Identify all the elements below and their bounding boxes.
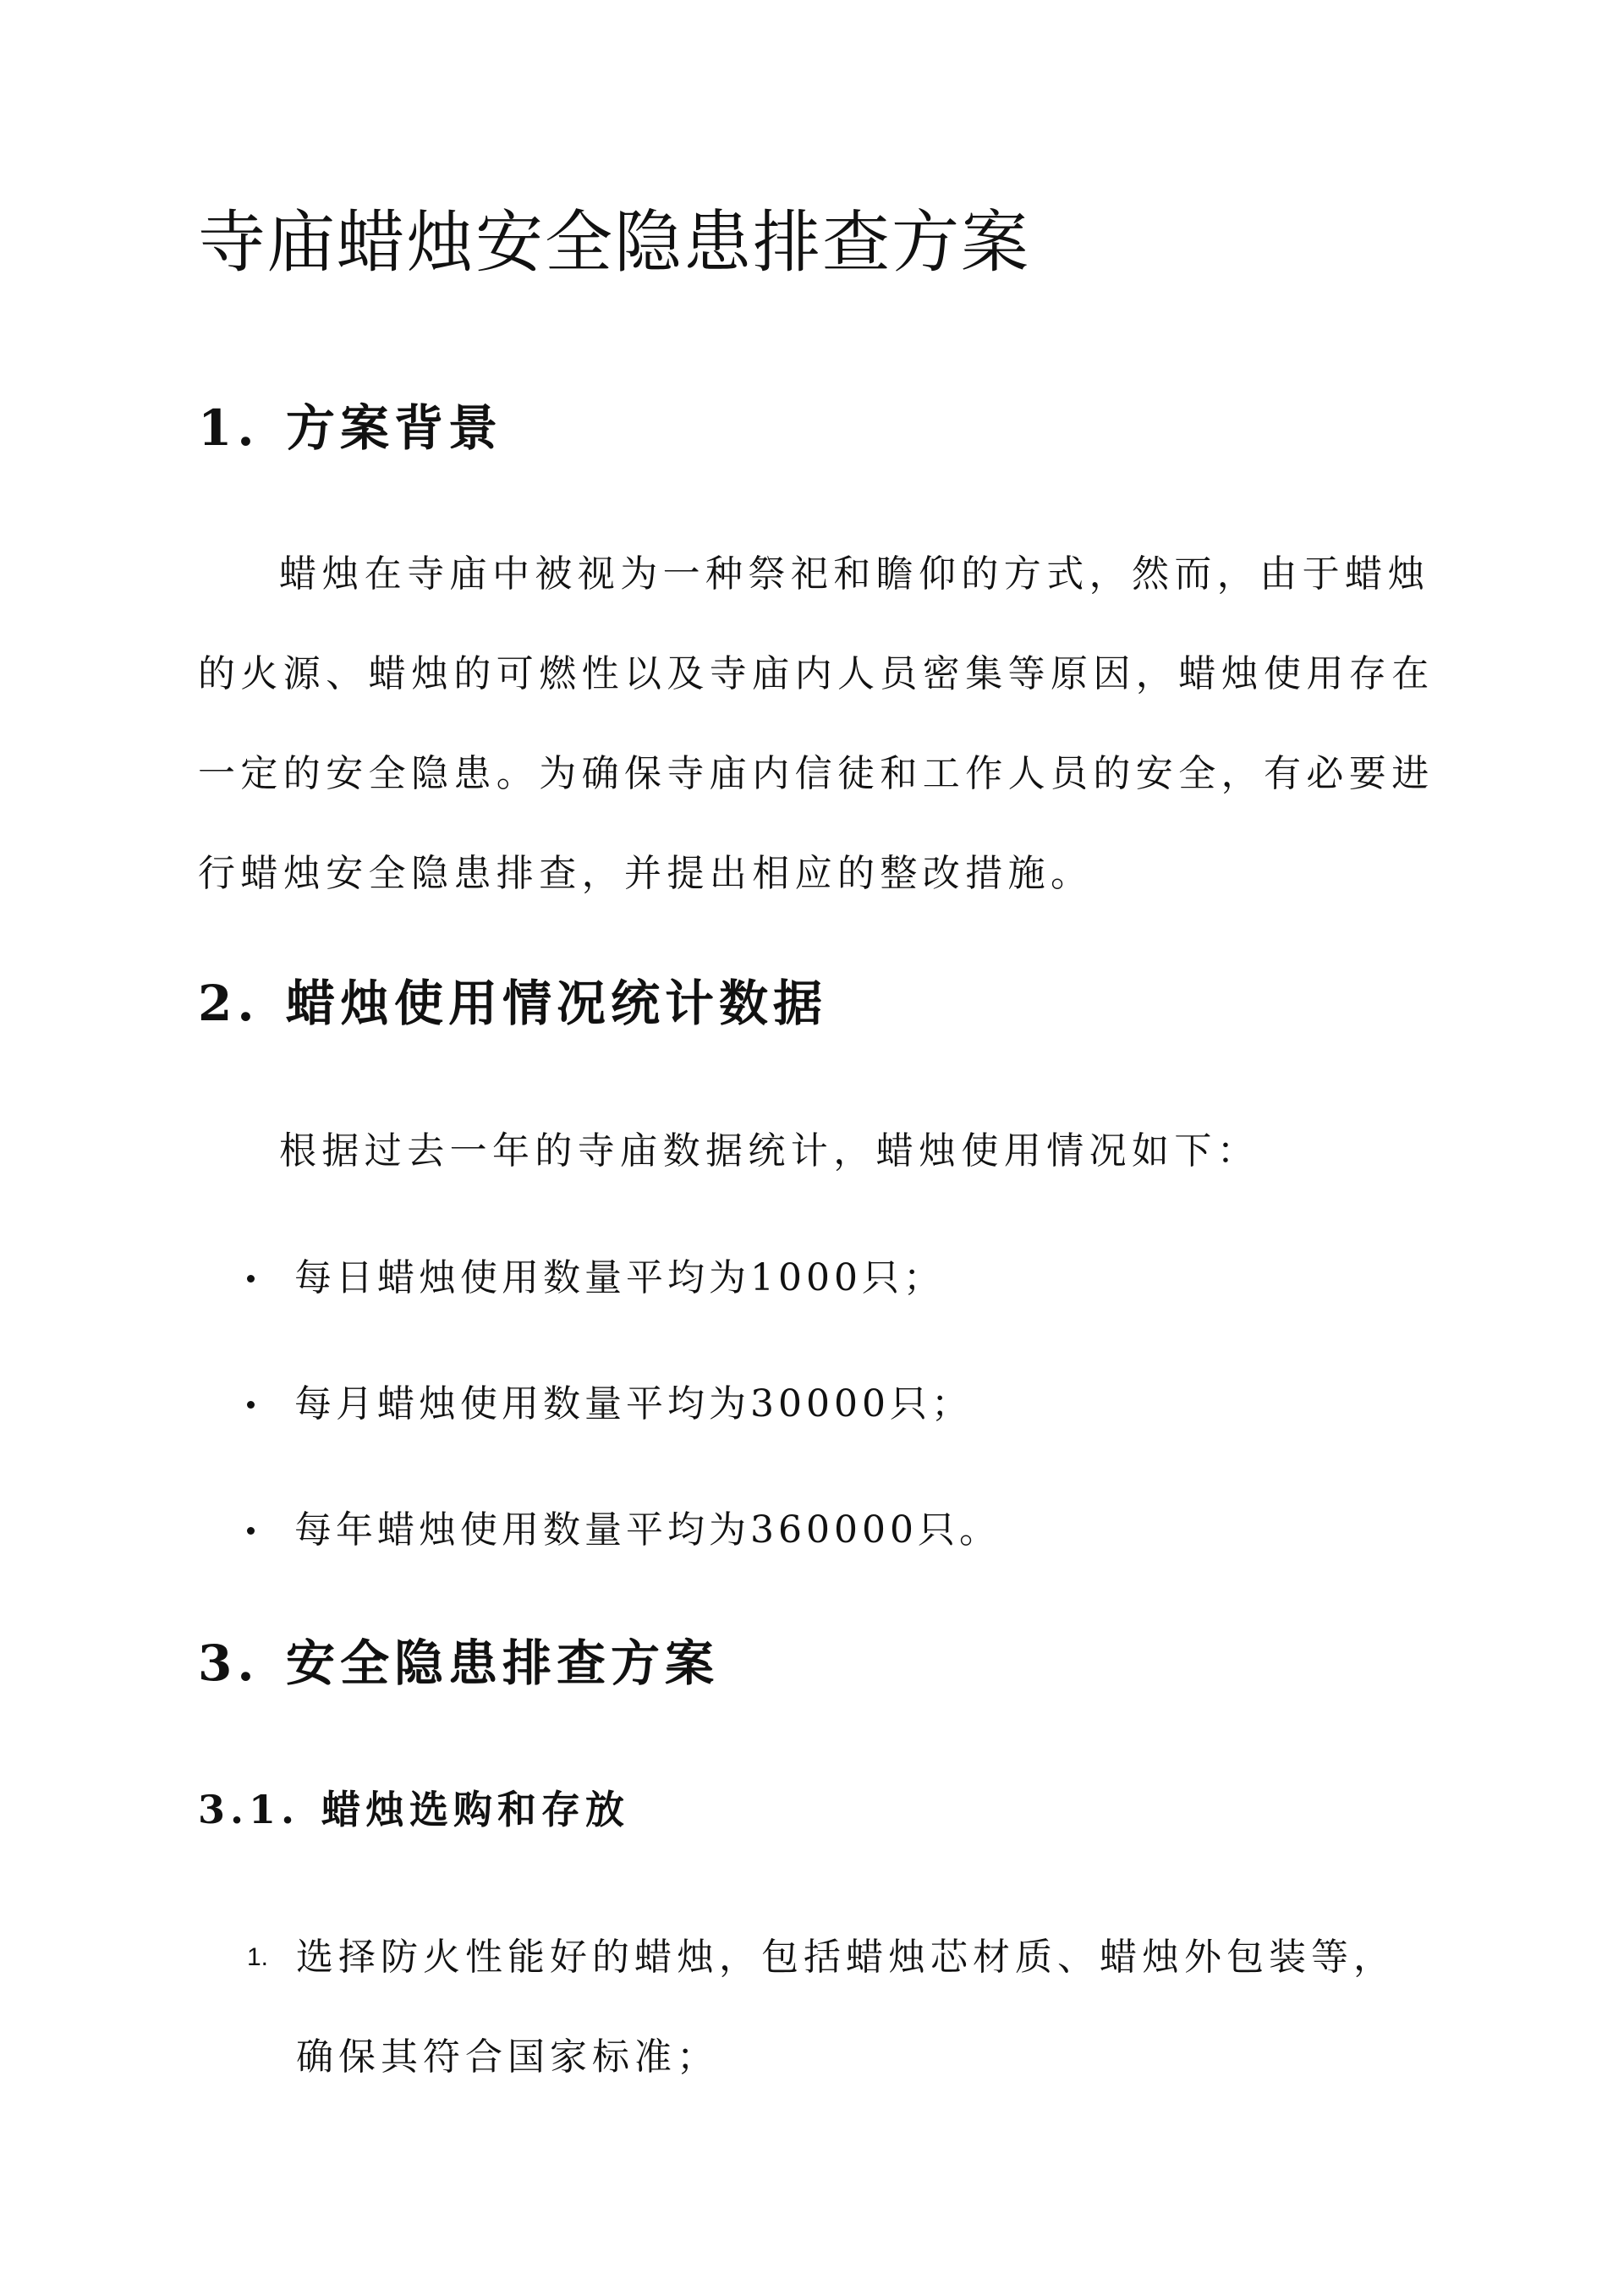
list-item-body — [296, 1908, 1396, 2107]
subsection-number: 3.1. — [198, 1787, 300, 1832]
bullet-icon — [247, 1527, 255, 1535]
section-heading-1 — [198, 394, 502, 462]
paragraph-line: 一定的安全隐患。为确保寺庙内信徒和工作人员的安全，有必要进 — [198, 752, 1435, 795]
list-item-text: 每年蜡烛使用数量平均为360000只。 — [294, 1508, 1001, 1552]
subsection-title: 蜡烛选购和存放 — [321, 1787, 629, 1832]
bullet-icon — [247, 1401, 255, 1409]
list-item-line: 选择防火性能好的蜡烛，包括蜡烛芯材质、蜡烛外包装等， — [296, 1936, 1396, 1979]
section-number: 3. — [198, 1634, 260, 1692]
section-heading-2 — [198, 969, 827, 1037]
list-item — [247, 1377, 973, 1431]
list-item-text: 每月蜡烛使用数量平均为30000只； — [294, 1382, 973, 1425]
section-heading-3 — [198, 1629, 719, 1697]
background-paragraph — [198, 525, 1435, 924]
list-item-line: 确保其符合国家标准； — [296, 2035, 719, 2079]
statistics-intro — [198, 1101, 1424, 1201]
list-marker: 1. — [247, 1943, 269, 1971]
document-title: 寺庙蜡烛安全隐患排查方案 — [198, 203, 1030, 282]
list-item — [247, 1251, 945, 1305]
paragraph-line: 蜡烛在寺庙中被视为一种祭祀和瞻仰的方式，然而，由于蜡烛 — [279, 552, 1430, 596]
list-item — [247, 1503, 1001, 1557]
section-number: 2. — [198, 975, 260, 1032]
section-number: 1. — [198, 399, 260, 457]
section-title: 蜡烛使用情况统计数据 — [286, 975, 828, 1032]
ordered-list-item — [247, 1908, 1396, 2107]
bullet-icon — [247, 1275, 255, 1283]
paragraph-line: 行蜡烛安全隐患排查，并提出相应的整改措施。 — [198, 852, 1094, 895]
paragraph-line: 的火源、蜡烛的可燃性以及寺庙内人员密集等原因，蜡烛使用存在 — [198, 652, 1435, 695]
paragraph-line: 根据过去一年的寺庙数据统计，蜡烛使用情况如下： — [279, 1129, 1260, 1173]
section-title: 安全隐患排查方案 — [286, 1634, 720, 1692]
list-item-text: 每日蜡烛使用数量平均为1000只； — [294, 1256, 945, 1299]
subsection-heading-3-1 — [198, 1782, 629, 1837]
section-title: 方案背景 — [286, 399, 503, 457]
